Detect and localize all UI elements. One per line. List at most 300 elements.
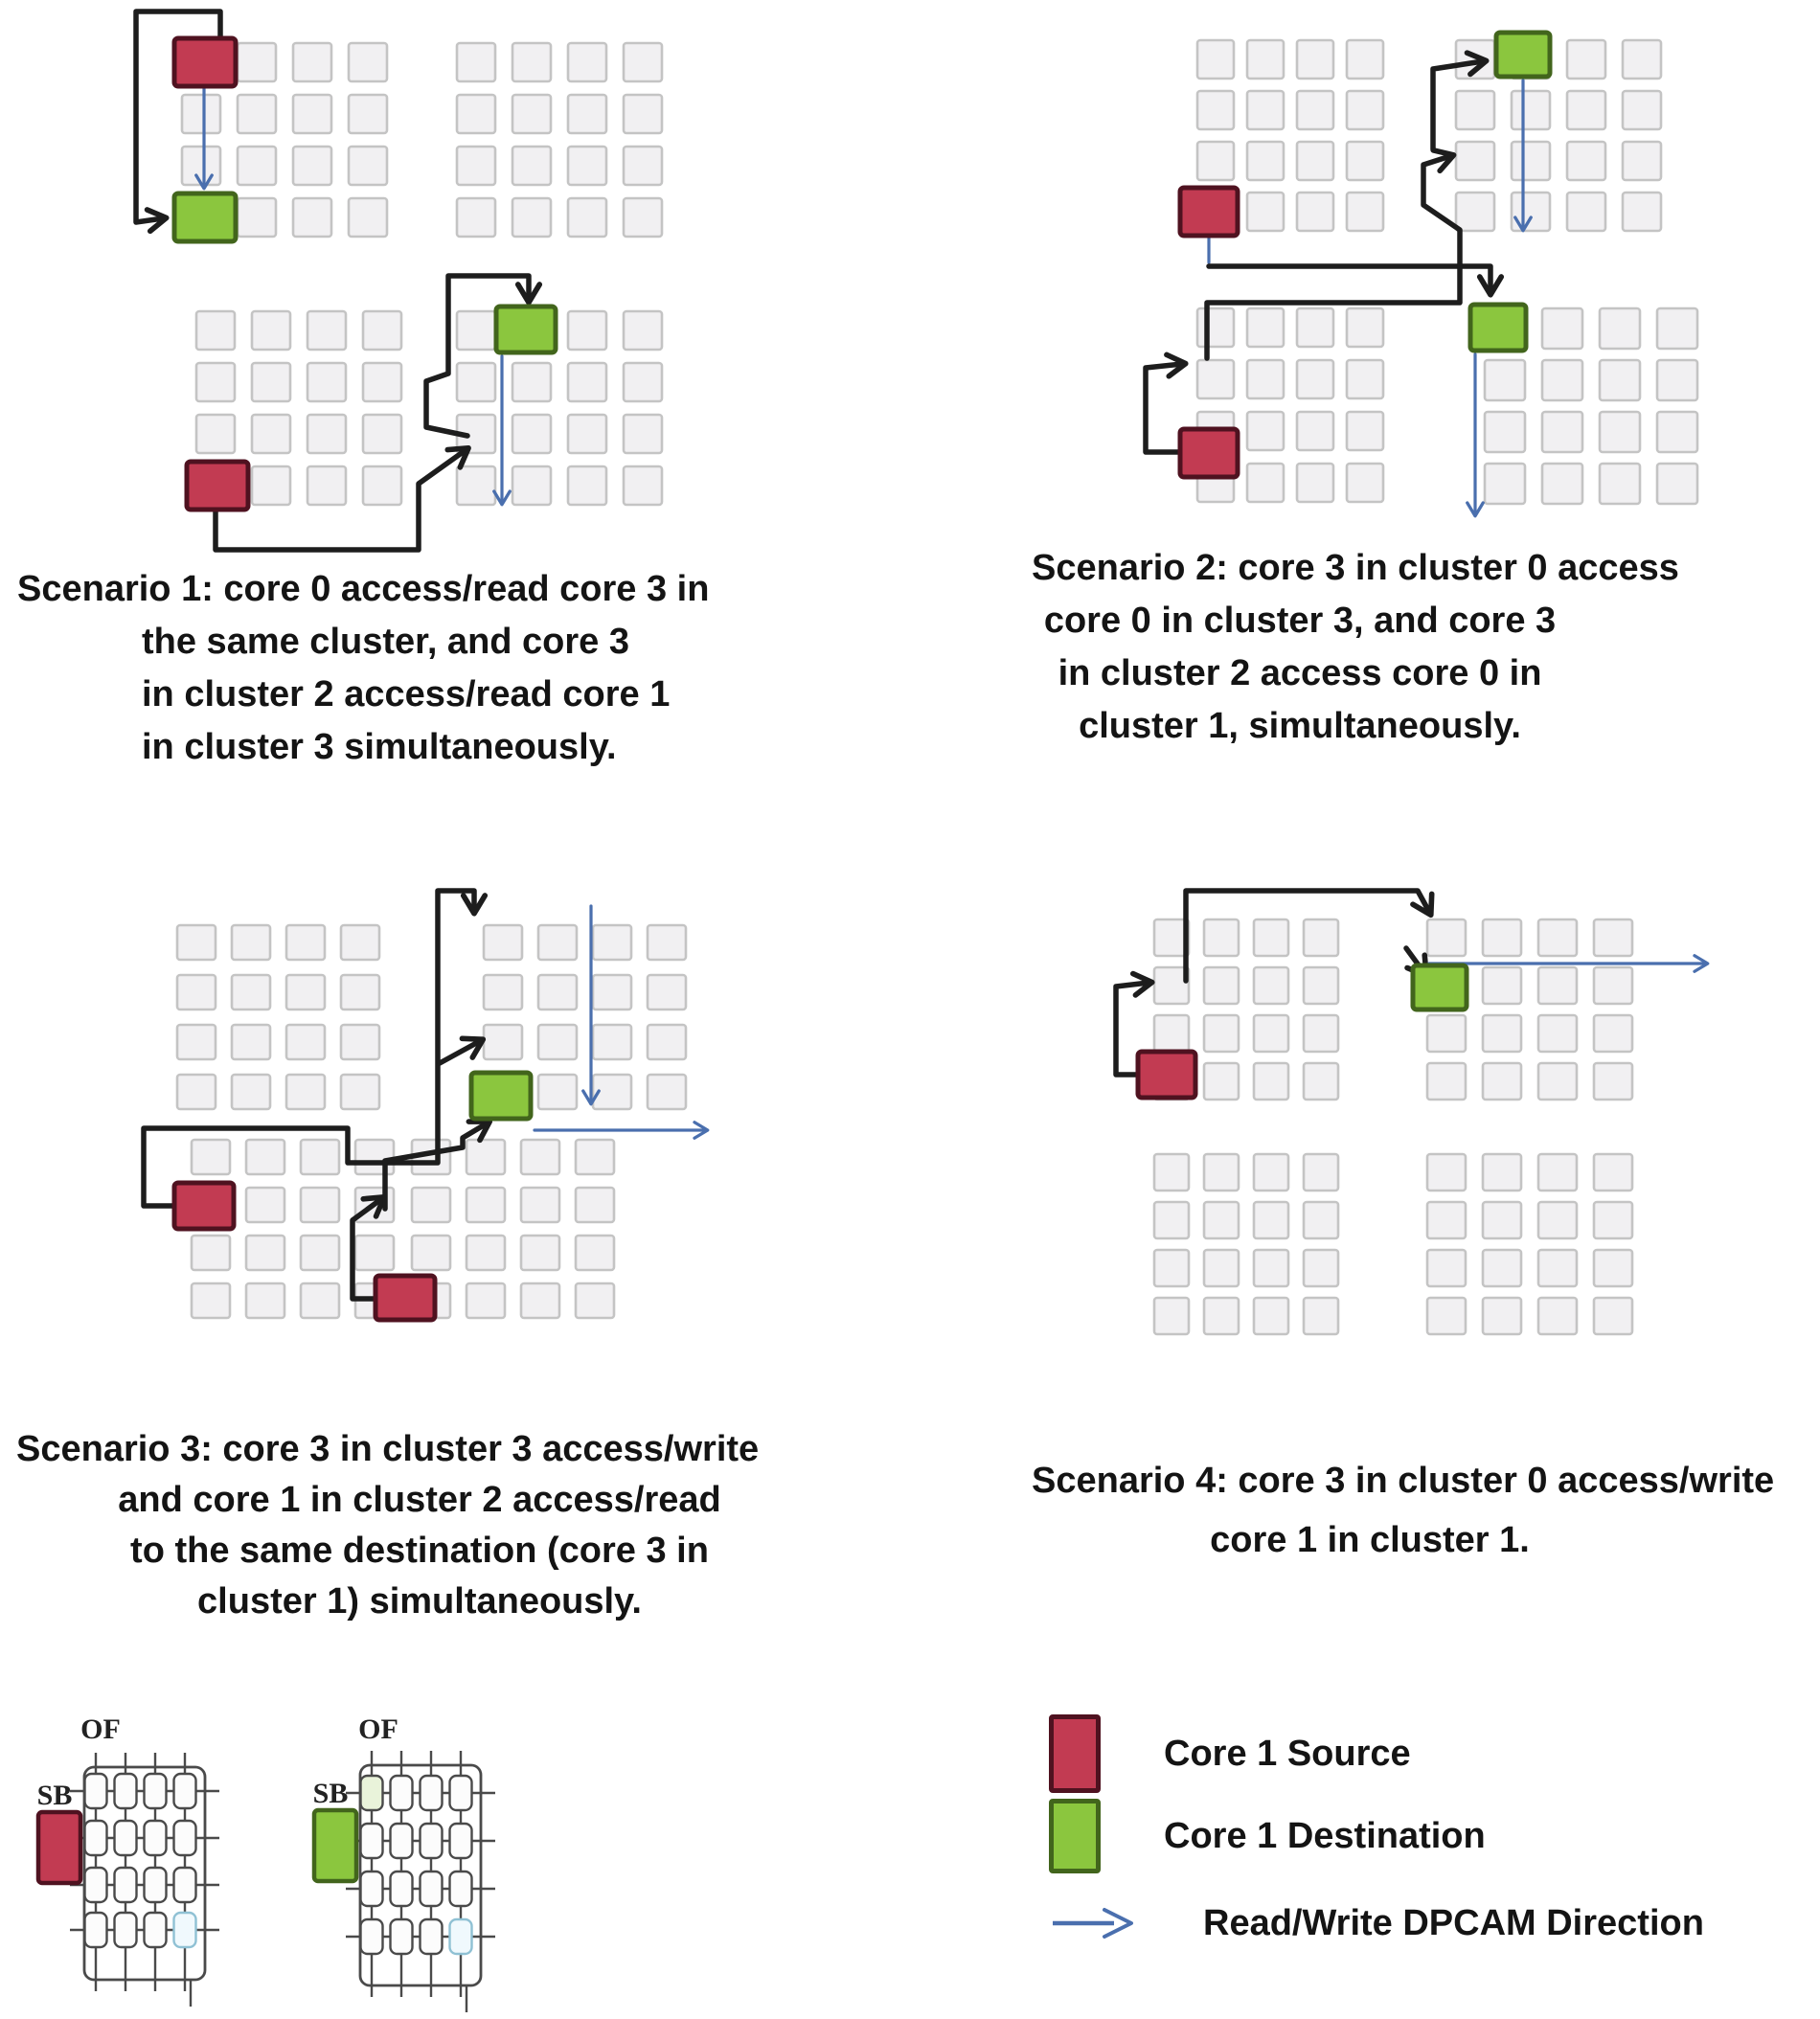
cluster-core-square (1567, 40, 1605, 79)
cluster-core-square (1538, 1202, 1577, 1238)
cluster-core-square (232, 975, 270, 1010)
mesh-router-node (361, 1824, 383, 1858)
destination-core (496, 306, 556, 352)
mesh-sb-source-square (38, 1812, 80, 1883)
cluster-core-square (512, 198, 551, 237)
cluster-core-square (593, 1025, 631, 1059)
cluster-core-square (624, 95, 662, 133)
cluster-core-square (1297, 142, 1333, 180)
cluster-core-square (1485, 464, 1525, 504)
cluster-core-square (1542, 360, 1582, 400)
mesh-router-node (421, 1919, 443, 1954)
mesh-router-node (391, 1872, 413, 1906)
cluster-core-square (466, 1140, 505, 1174)
mesh-router-node (450, 1872, 472, 1906)
cluster-core-square (1347, 308, 1383, 347)
mesh-sb-destination-square (314, 1810, 356, 1881)
cluster-core-square (624, 198, 662, 237)
cluster-core-square (538, 1075, 577, 1109)
cluster-core-square (1657, 464, 1697, 504)
scenario-3-diagram (57, 862, 805, 1413)
cluster-core-square (521, 1236, 559, 1270)
cluster-core-square (1623, 91, 1661, 129)
of-label: OF (358, 1713, 398, 1745)
legend-label: Core 1 Destination (1164, 1815, 1486, 1856)
cluster-core-square (1154, 1015, 1189, 1052)
mesh-network-diagrams (10, 1681, 671, 2019)
destination-swatch-icon (1049, 1799, 1101, 1873)
scenario-4-caption (1032, 1451, 1775, 1570)
cluster-core-square (192, 1140, 230, 1174)
mesh-router-node (145, 1913, 167, 1947)
cluster-core-square (1204, 1015, 1239, 1052)
mesh-router-node (115, 1821, 137, 1855)
cluster-core-square (252, 311, 290, 350)
caption-line: cluster 1, simultaneously. (1079, 706, 1521, 746)
cluster-core-square (1304, 1063, 1338, 1100)
cluster-core-square (293, 147, 331, 185)
mesh-router-node (361, 1776, 383, 1810)
cluster-core-square (1623, 40, 1661, 79)
cluster-core-square (192, 1283, 230, 1318)
cluster-core-square (1483, 1154, 1521, 1191)
cluster-core-square (624, 466, 662, 505)
cluster-core-square (1297, 40, 1333, 79)
cluster-core-square (648, 925, 686, 960)
cluster-core-square (1538, 1250, 1577, 1286)
cluster-core-square (648, 1025, 686, 1059)
cluster-core-square (538, 925, 577, 960)
cluster-core-square (341, 1075, 379, 1109)
mesh-router-node (115, 1774, 137, 1808)
cluster-core-square (1347, 40, 1383, 79)
cluster-core-square (1254, 1063, 1288, 1100)
cluster-core-square (648, 975, 686, 1010)
cluster-core-square (1542, 308, 1582, 349)
mesh-router-node (85, 1913, 107, 1947)
cluster-core-square (457, 311, 495, 350)
cluster-core-square (301, 1188, 339, 1222)
caption-line: to the same destination (core 3 in (130, 1531, 709, 1571)
cluster-core-square (349, 95, 387, 133)
of-label: OF (80, 1713, 121, 1745)
cluster-core-square (466, 1236, 505, 1270)
cluster-core-square (238, 43, 276, 81)
cluster-core-square (355, 1236, 394, 1270)
mesh-router-node (174, 1821, 196, 1855)
cluster-core-square (1427, 1154, 1466, 1191)
cluster-core-square (568, 466, 606, 505)
cluster-core-square (593, 975, 631, 1010)
cluster-core-square (252, 363, 290, 401)
cluster-core-square (1154, 1250, 1189, 1286)
cluster-core-square (593, 1075, 631, 1109)
mesh-router-node (421, 1776, 443, 1810)
cluster-core-square (1304, 1250, 1338, 1286)
cluster-core-square (1247, 40, 1284, 79)
sb-label: SB (312, 1778, 349, 1809)
cluster-core-square (457, 147, 495, 185)
cluster-core-square (457, 43, 495, 81)
cluster-core-square (1538, 1063, 1577, 1100)
mesh-router-node (85, 1821, 107, 1855)
cluster-core-square (1427, 1202, 1466, 1238)
cluster-core-square (1538, 967, 1577, 1004)
cluster-core-square (466, 1283, 505, 1318)
cluster-core-square (1247, 464, 1284, 502)
caption-line: the same cluster, and core 3 (142, 622, 630, 662)
cluster-core-square (1427, 919, 1466, 956)
source-core (1180, 429, 1238, 477)
cluster-core-square (1594, 1154, 1632, 1191)
legend-label: Core 1 Source (1164, 1733, 1411, 1774)
cluster-core-square (363, 363, 401, 401)
cluster-core-square (1304, 1298, 1338, 1334)
scenario-2-caption (1032, 542, 1679, 753)
cluster-core-square (1594, 1202, 1632, 1238)
mesh-router-node (174, 1868, 196, 1902)
cluster-core-square (1197, 142, 1234, 180)
cluster-core-square (1247, 412, 1284, 450)
caption-line: Scenario 1: core 0 access/read core 3 in (17, 569, 710, 609)
cluster-core-square (232, 1025, 270, 1059)
cluster-core-square (1204, 1154, 1239, 1191)
cluster-core-square (1427, 1015, 1466, 1052)
cluster-core-square (512, 43, 551, 81)
mesh-router-node (391, 1776, 413, 1810)
cluster-core-square (1297, 193, 1333, 231)
caption-line: in cluster 3 simultaneously. (142, 727, 617, 767)
cluster-core-square (1427, 1298, 1466, 1334)
cluster-core-square (1427, 1250, 1466, 1286)
cluster-core-square (286, 1075, 325, 1109)
cluster-core-square (1542, 464, 1582, 504)
cluster-core-square (1483, 1063, 1521, 1100)
cluster-core-square (1247, 360, 1284, 398)
cluster-core-square (1542, 412, 1582, 452)
cluster-core-square (1197, 308, 1234, 347)
cluster-core-square (466, 1188, 505, 1222)
cluster-core-square (1347, 91, 1383, 129)
cluster-core-square (484, 925, 522, 960)
cluster-core-square (1247, 91, 1284, 129)
cluster-core-square (1247, 193, 1284, 231)
cluster-core-square (1347, 142, 1383, 180)
cluster-core-square (521, 1283, 559, 1318)
cluster-core-square (1197, 360, 1234, 398)
caption-line: and core 1 in cluster 2 access/read (118, 1480, 721, 1520)
caption-line: cluster 1) simultaneously. (197, 1581, 642, 1622)
mesh-source (37, 1713, 219, 2007)
cluster-core-square (307, 415, 346, 453)
mesh-router-node (450, 1776, 472, 1810)
cluster-core-square (484, 975, 522, 1010)
cluster-core-square (307, 311, 346, 350)
cluster-core-square (1600, 360, 1640, 400)
scenario-3-caption (16, 1424, 763, 1627)
caption-line: in cluster 2 access core 0 in (1058, 653, 1542, 693)
cluster-core-square (1254, 1202, 1288, 1238)
cluster-core-square (1538, 1154, 1577, 1191)
cluster-core-square (349, 147, 387, 185)
scenario-2-diagram (1092, 0, 1820, 560)
cluster-core-square (1657, 308, 1697, 349)
cluster-core-square (568, 311, 606, 350)
mesh-highlight-node (174, 1913, 196, 1947)
cluster-core-square (484, 1025, 522, 1059)
cluster-core-square (238, 95, 276, 133)
caption-line: Scenario 3: core 3 in cluster 3 access/write (16, 1429, 760, 1469)
caption-line: core 1 in cluster 1. (1210, 1520, 1530, 1560)
cluster-core-square (412, 1236, 450, 1270)
cluster-core-square (1594, 1063, 1632, 1100)
legend-label: Read/Write DPCAM Direction (1203, 1902, 1704, 1943)
cluster-core-square (349, 198, 387, 237)
source-core (187, 462, 248, 510)
cluster-core-square (1512, 193, 1550, 231)
cluster-core-square (1567, 193, 1605, 231)
cluster-core-square (1600, 412, 1640, 452)
cluster-core-square (1600, 464, 1640, 504)
cluster-core-square (1483, 1250, 1521, 1286)
mesh-router-node (115, 1868, 137, 1902)
cluster-core-square (246, 1236, 284, 1270)
cluster-core-square (512, 147, 551, 185)
cluster-core-square (521, 1188, 559, 1222)
cluster-core-square (512, 363, 551, 401)
cluster-core-square (238, 147, 276, 185)
legend-item (1049, 1799, 1486, 1873)
mesh-router-node (450, 1824, 472, 1858)
cluster-core-square (624, 415, 662, 453)
cluster-core-square (568, 43, 606, 81)
cluster-core-square (512, 95, 551, 133)
cluster-core-square (1304, 1015, 1338, 1052)
caption-line: Scenario 4: core 3 in cluster 0 access/write (1032, 1461, 1775, 1501)
cluster-core-square (307, 363, 346, 401)
cluster-core-square (1347, 193, 1383, 231)
cluster-core-square (1567, 91, 1605, 129)
destination-core (1496, 33, 1550, 77)
mesh-router-node (361, 1919, 383, 1954)
cluster-core-square (232, 1075, 270, 1109)
route-arrow (1146, 364, 1182, 452)
cluster-core-square (1204, 1298, 1239, 1334)
cluster-core-square (1347, 464, 1383, 502)
legend-item (1049, 1714, 1411, 1793)
cluster-core-square (1304, 1154, 1338, 1191)
cluster-core-square (538, 975, 577, 1010)
cluster-core-square (1657, 360, 1697, 400)
mesh-router-node (391, 1824, 413, 1858)
destination-core (174, 193, 236, 241)
cluster-core-square (1623, 193, 1661, 231)
cluster-core-square (1594, 967, 1632, 1004)
cluster-core-square (1347, 412, 1383, 450)
cluster-core-square (593, 925, 631, 960)
cluster-core-square (1538, 919, 1577, 956)
cluster-core-square (1297, 412, 1333, 450)
cluster-core-square (568, 198, 606, 237)
cluster-core-square (1254, 1298, 1288, 1334)
cluster-core-square (1304, 967, 1338, 1004)
cluster-core-square (196, 363, 235, 401)
mesh-router-node (391, 1919, 413, 1954)
cluster-core-square (1347, 360, 1383, 398)
cluster-core-square (624, 43, 662, 81)
cluster-core-square (363, 415, 401, 453)
mesh-highlight-node (450, 1919, 472, 1954)
destination-core (471, 1073, 531, 1119)
cluster-core-square (1204, 1063, 1239, 1100)
legend (1049, 1714, 1815, 1983)
cluster-core-square (1254, 1154, 1288, 1191)
cluster-core-square (568, 95, 606, 133)
cluster-core-square (1456, 193, 1494, 231)
route-arrow (1209, 266, 1490, 291)
cluster-core-square (252, 415, 290, 453)
cluster-core-square (286, 1025, 325, 1059)
cluster-core-square (1304, 919, 1338, 956)
cluster-core-square (286, 975, 325, 1010)
mesh-router-node (85, 1868, 107, 1902)
cluster-core-square (1594, 919, 1632, 956)
source-core (1180, 188, 1238, 236)
cluster-core-square (246, 1188, 284, 1222)
cluster-core-square (232, 925, 270, 960)
cluster-core-square (177, 975, 216, 1010)
cluster-core-square (1297, 464, 1333, 502)
cluster-core-square (192, 1236, 230, 1270)
cluster-core-square (624, 147, 662, 185)
cluster-core-square (1456, 40, 1494, 79)
cluster-core-square (1204, 967, 1239, 1004)
cluster-core-square (177, 925, 216, 960)
mesh-router-node (145, 1868, 167, 1902)
legend-item (1049, 1902, 1704, 1944)
cluster-core-square (1247, 142, 1284, 180)
caption-line: Scenario 2: core 3 in cluster 0 access (1032, 548, 1679, 588)
cluster-core-square (457, 95, 495, 133)
cluster-core-square (1254, 967, 1288, 1004)
cluster-core-square (196, 311, 235, 350)
cluster-core-square (177, 1025, 216, 1059)
cluster-core-square (576, 1140, 614, 1174)
cluster-core-square (457, 198, 495, 237)
cluster-core-square (576, 1188, 614, 1222)
cluster-core-square (182, 147, 220, 185)
cluster-core-square (246, 1283, 284, 1318)
cluster-core-square (576, 1283, 614, 1318)
cluster-core-square (1594, 1250, 1632, 1286)
cluster-core-square (1512, 142, 1550, 180)
route-arrow (426, 276, 529, 436)
cluster-core-square (301, 1236, 339, 1270)
cluster-core-square (624, 311, 662, 350)
cluster-core-square (1254, 919, 1288, 956)
cluster-core-square (1512, 91, 1550, 129)
cluster-core-square (1254, 1015, 1288, 1052)
cluster-core-square (1297, 360, 1333, 398)
cluster-core-square (1154, 1298, 1189, 1334)
cluster-core-square (349, 43, 387, 81)
cluster-core-square (196, 415, 235, 453)
cluster-core-square (1197, 40, 1234, 79)
cluster-core-square (1204, 1250, 1239, 1286)
cluster-core-square (1600, 308, 1640, 349)
cluster-core-square (341, 975, 379, 1010)
scenario-1-diagram (57, 0, 747, 560)
cluster-core-square (246, 1140, 284, 1174)
cluster-core-square (648, 1075, 686, 1109)
cluster-core-square (1485, 412, 1525, 452)
cluster-core-square (1427, 1063, 1466, 1100)
cluster-core-square (568, 363, 606, 401)
cluster-core-square (512, 466, 551, 505)
cluster-core-square (1594, 1015, 1632, 1052)
mesh-router-node (115, 1913, 137, 1947)
cluster-core-square (412, 1188, 450, 1222)
cluster-core-square (293, 198, 331, 237)
cluster-core-square (1483, 1202, 1521, 1238)
route-arrow (440, 1041, 480, 1063)
cluster-core-square (252, 466, 290, 505)
cluster-core-square (1594, 1298, 1632, 1334)
cluster-core-square (1623, 142, 1661, 180)
cluster-core-square (341, 1025, 379, 1059)
cluster-core-square (363, 466, 401, 505)
source-core (174, 38, 236, 86)
cluster-core-square (307, 466, 346, 505)
source-core (1138, 1052, 1195, 1098)
cluster-core-square (1254, 1250, 1288, 1286)
cluster-core-square (293, 43, 331, 81)
cluster-core-square (1485, 360, 1525, 400)
cluster-core-square (301, 1140, 339, 1174)
source-swatch-icon (1049, 1714, 1101, 1793)
cluster-core-square (576, 1236, 614, 1270)
cluster-core-square (1483, 1015, 1521, 1052)
sb-label: SB (36, 1780, 73, 1811)
cluster-core-square (1154, 1202, 1189, 1238)
scenario-1-caption (17, 563, 710, 774)
cluster-core-square (1297, 308, 1333, 347)
mesh-router-node (85, 1774, 107, 1808)
cluster-core-square (238, 198, 276, 237)
cluster-core-square (521, 1140, 559, 1174)
scenario-4-diagram (1092, 862, 1820, 1413)
cluster-core-square (1657, 412, 1697, 452)
cluster-core-square (624, 363, 662, 401)
cluster-core-square (1567, 142, 1605, 180)
cluster-core-square (301, 1283, 339, 1318)
cluster-core-square (1197, 91, 1234, 129)
cluster-core-square (286, 925, 325, 960)
cluster-core-square (1247, 308, 1284, 347)
cluster-core-square (1483, 1298, 1521, 1334)
cluster-core-square (1538, 1015, 1577, 1052)
cluster-core-square (457, 466, 495, 505)
mesh-router-node (361, 1872, 383, 1906)
destination-core (1470, 305, 1526, 351)
cluster-core-square (1204, 1202, 1239, 1238)
cluster-core-square (1154, 1154, 1189, 1191)
cluster-core-square (1483, 919, 1521, 956)
destination-core (1413, 965, 1467, 1010)
caption-line: core 0 in cluster 3, and core 3 (1043, 601, 1557, 641)
mesh-router-node (421, 1872, 443, 1906)
source-core (375, 1276, 435, 1320)
